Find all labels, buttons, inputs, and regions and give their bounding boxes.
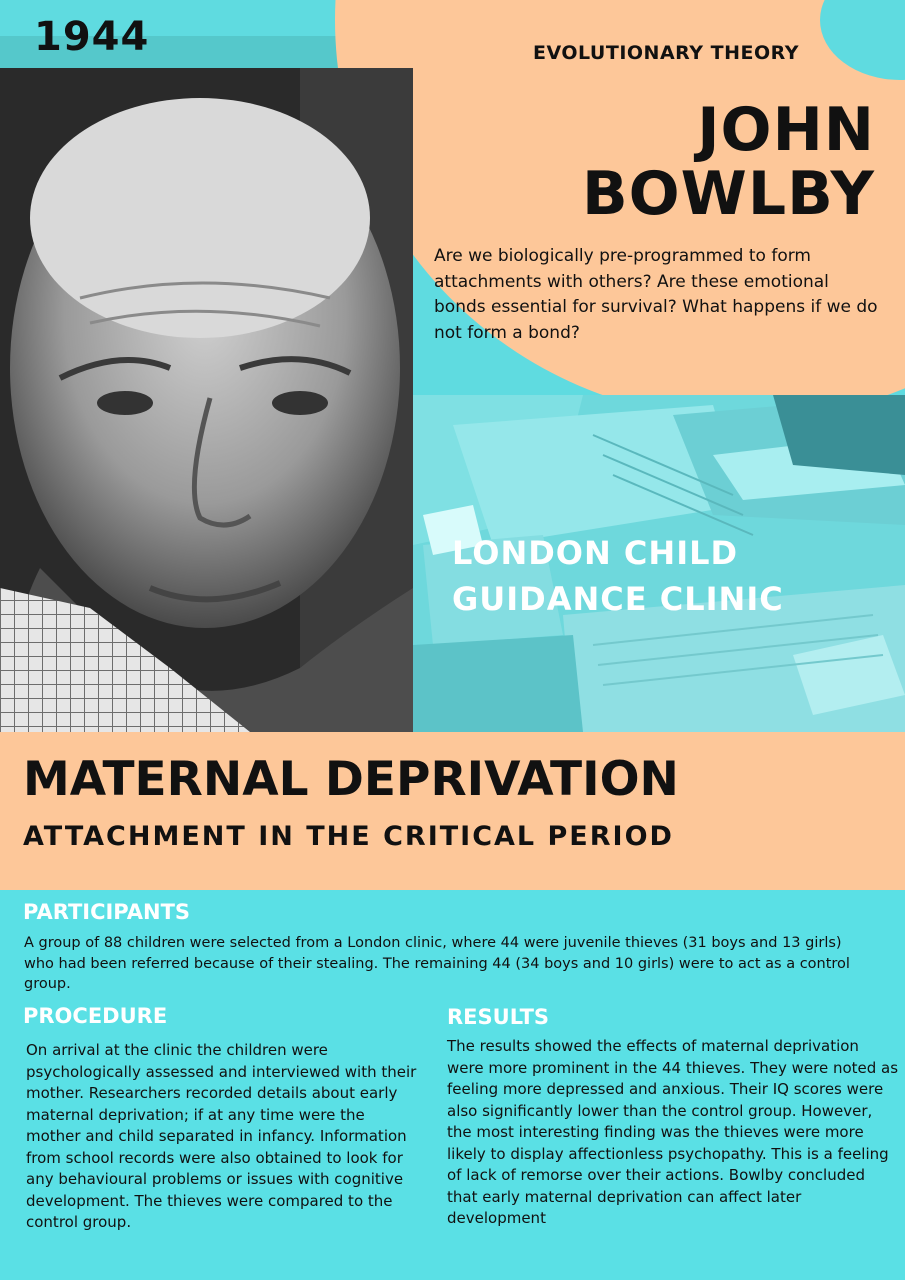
title-banner xyxy=(0,732,905,890)
procedure-text: On arrival at the clinic the children were psychologically assessed and interviewed with their mother. Researchers recorded details about early maternal deprivation; if at any time were the mother and child separated in infancy. Information from school records were also obtained to look for any behavioural problems or issues with cognitive development. The thieves were compared to the control group. xyxy=(26,1041,417,1231)
intro-text: Are we biologically pre-programmed to form attachments with others? Are these emotional bonds essential for survival? What happens if we do not form a bond? xyxy=(434,246,878,343)
person-name xyxy=(415,95,875,229)
participants-heading: PARTICIPANTS xyxy=(23,900,191,924)
clinic-line1: LONDON CHILD xyxy=(452,534,739,572)
person-name-line2: BOWLBY xyxy=(581,159,875,229)
subtitle: ATTACHMENT IN THE CRITICAL PERIOD xyxy=(23,821,674,852)
clinic-line2: GUIDANCE CLINIC xyxy=(452,580,784,618)
portrait-graphic xyxy=(0,68,413,732)
main-title: MATERNAL DEPRIVATION xyxy=(23,752,679,807)
procedure-heading: PROCEDURE xyxy=(23,1004,168,1028)
portrait-photo xyxy=(0,68,413,732)
content-section xyxy=(0,890,905,1280)
participants-text: A group of 88 children were selected from a London clinic, where 44 were juvenile thieves (31 boys and 13 girls) who had been referred because of their stealing. The remaining 44 (34 boys and 10 girls) were to act as a control group. xyxy=(24,935,850,992)
results-text: The results showed the effects of maternal deprivation were more prominent in the 44 thieves. They were noted as feeling more depressed and anxious. Their IQ scores were also significantly lower than the control group. However, the most interesting finding was the thieves were more likely to display affectionless psychopathy. This is a feeling of lack of remorse over their actions. Bowlby concluded that early maternal deprivation can affect later development xyxy=(447,1037,899,1227)
theory-label: EVOLUTIONARY THEORY xyxy=(533,42,799,64)
clinic-heading xyxy=(452,530,892,622)
person-name-line1: JOHN xyxy=(697,95,875,165)
year-label: 1944 xyxy=(34,14,150,60)
results-heading: RESULTS xyxy=(447,1005,550,1029)
